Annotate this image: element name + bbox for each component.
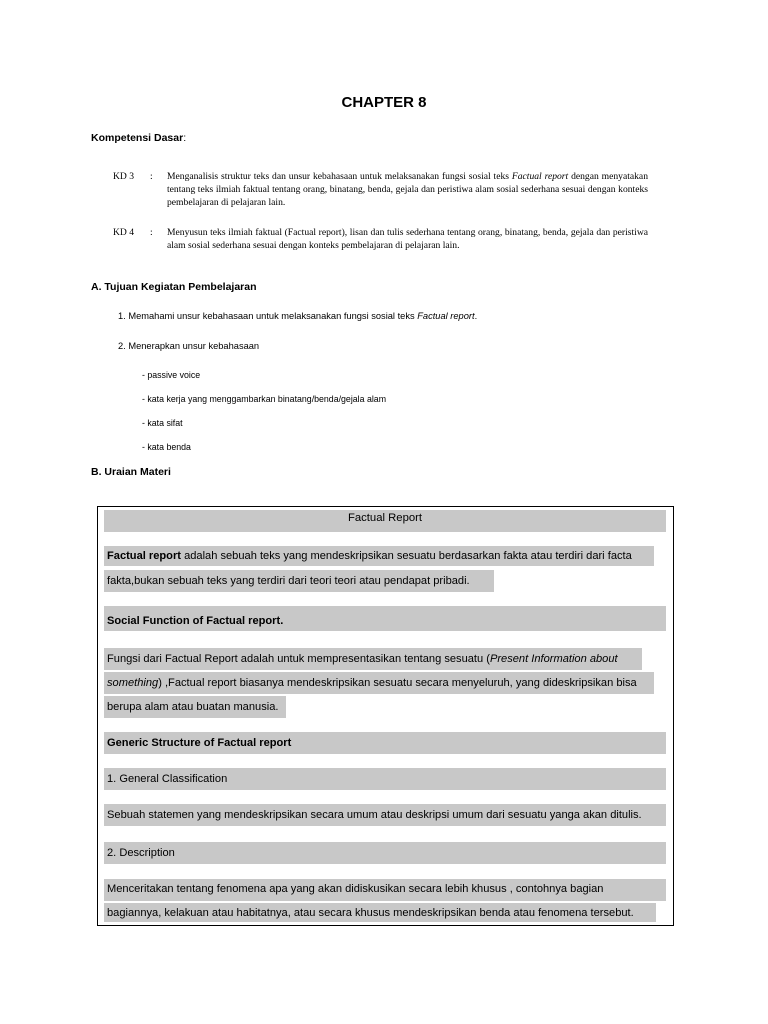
kd-text-italic: Factual report [511, 171, 569, 182]
social-function-text: Social Function of Factual report. [107, 615, 284, 627]
description-heading: 2. Description [107, 847, 175, 859]
definition-line-2: fakta,bukan sebuah teks yang terdiri dari teori teori atau pendapat pribadi. [107, 575, 470, 587]
description-line-1: Menceritakan tentang fenomena apa yang akan didiskusikan secara lebih khusus , contohnya bagian [107, 883, 604, 895]
objective-2: 2. Menerapkan unsur kebahasaan [118, 341, 260, 351]
kompetensi-label [91, 132, 186, 144]
kd-code: KD 4 [113, 227, 135, 238]
kd-text-pre: Menyusun teks ilmiah faktual (Factual report), lisan dan tulis sederhana tentang orang, binatang, benda, gejala dan peristiwa alam sosial sederhana sesuai dengan konteks pembelajaran di pelajaran lain. [167, 227, 648, 251]
subitem-kata-benda: - kata benda [142, 442, 191, 452]
definition-text: adalah sebuah teks yang mendeskripsikan sesuatu berdasarkan fakta atau terdiri dari facta [180, 550, 632, 562]
description-line-2: bagiannya, kelakuan atau habitatnya, atau secara khusus mendeskripsikan benda atau fenomena tersebut. [107, 907, 634, 919]
generic-structure-heading [107, 736, 291, 750]
box-title: Factual Report [347, 512, 423, 524]
social-function-heading [107, 614, 283, 628]
subitem-passive-voice: - passive voice [142, 370, 201, 380]
definition-bold: Factual report [107, 550, 181, 562]
function-line-3: berupa alam atau buatan manusia. [107, 701, 279, 713]
general-classification-text: Sebuah statemen yang mendeskripsikan secara umum atau deskripsi umum dari sesuatu yanga akan ditulis. [107, 809, 642, 821]
definition-line-1 [107, 549, 632, 563]
desc-heading-highlight [104, 842, 666, 864]
kd3-item [113, 170, 648, 209]
general-classification-heading: 1. General Classification [107, 773, 228, 785]
function-line-2 [107, 676, 637, 690]
kd-text [167, 170, 648, 209]
section-a-heading: A. Tujuan Kegiatan Pembelajaran [91, 281, 257, 293]
kd-code: KD 3 [113, 171, 135, 182]
function-line-1-pre: Fungsi dari Factual Report adalah untuk mempresentasikan tentang sesuatu ( [107, 653, 490, 665]
subitem-kata-sifat: - kata sifat [142, 418, 183, 428]
objective-1 [118, 311, 477, 321]
kompetensi-text: Kompetensi Dasar [91, 132, 184, 144]
function-line-2-italic: something [107, 677, 159, 689]
kompetensi-colon: : [183, 132, 187, 144]
function-line-2-post: ) ,Factual report biasanya mendeskripsikan sesuatu secara menyeluruh, yang dideskripsikan bisa [158, 677, 637, 689]
kd-colon: : [150, 227, 153, 238]
page-title: CHAPTER 8 [341, 94, 427, 111]
kd4-item [113, 226, 648, 252]
kd-text-pre: Menganalisis struktur teks dan unsur kebahasaan untuk melaksanakan fungsi sosial teks [167, 171, 512, 182]
function-line-1 [107, 652, 618, 666]
objective-1-italic: Factual report [417, 311, 475, 321]
objective-1-pre: 1. Memahami unsur kebahasaan untuk melaksanakan fungsi sosial teks [118, 311, 418, 321]
kd-colon: : [150, 171, 153, 182]
function-line-1-italic: Present Information about [489, 653, 618, 665]
kd-text [167, 226, 648, 252]
objective-1-post: . [474, 311, 478, 321]
section-b-heading: B. Uraian Materi [91, 466, 171, 478]
kd-text-post: dengan menyatakan tentang teks ilmiah faktual tentang orang, binatang, benda, gejala dan peristiwa alam sosial sederhana sesuai dengan konteks pembelajaran di pelajaran lain. [167, 171, 648, 208]
subitem-kata-kerja: - kata kerja yang menggambarkan binatang/benda/gejala alam [142, 394, 387, 404]
generic-structure-text: Generic Structure of Factual report [107, 737, 292, 749]
